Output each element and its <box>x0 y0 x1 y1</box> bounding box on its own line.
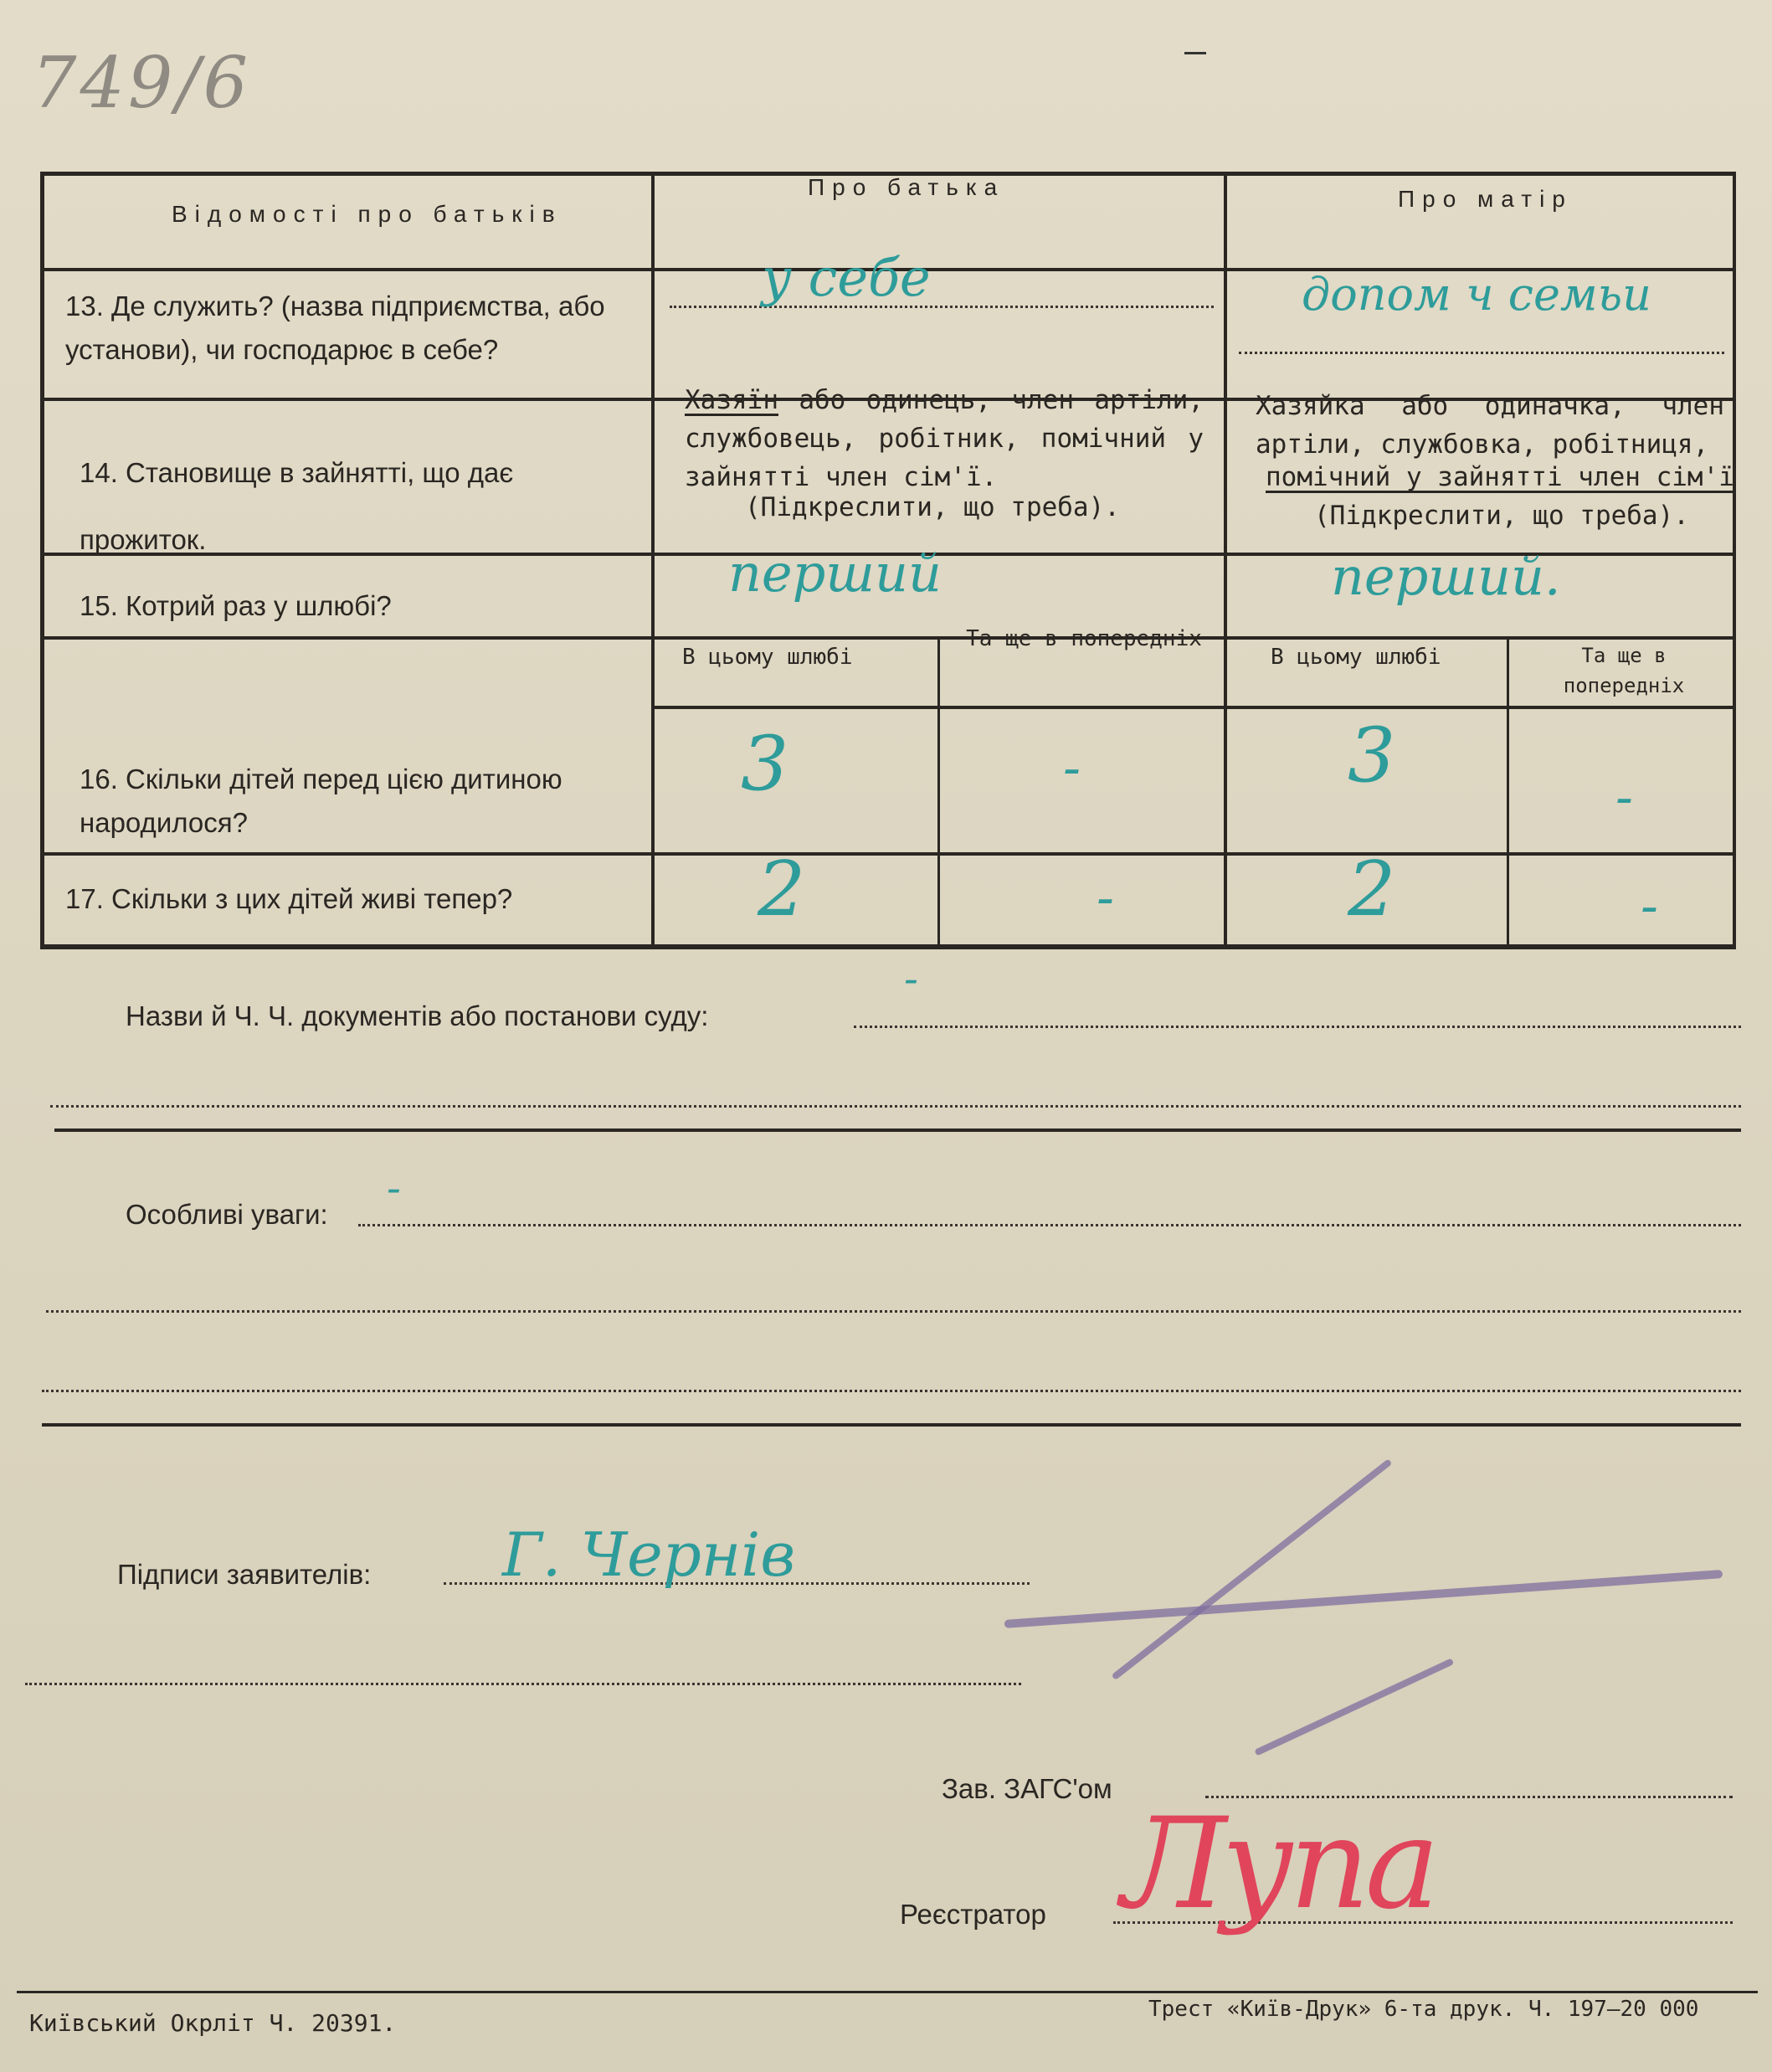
purple-stroke <box>1112 1458 1393 1680</box>
registrar-label: Реєстратор <box>900 1899 1046 1930</box>
answer-15-father: перший <box>728 542 942 604</box>
answer-17-father-prev: - <box>1097 866 1114 928</box>
applicants-label: Підписи заявителів: <box>117 1559 372 1590</box>
subheader-father-previous: Та ще в попередніх <box>966 626 1202 651</box>
subheader-mother-previous: Та ще в попередніх <box>1563 644 1685 697</box>
documents-value: - <box>904 954 918 1003</box>
answer-17-mother-this: 2 <box>1348 846 1396 933</box>
question-13: 13. Де служить? (назва підприємства, або установи), чи господарює в себе? <box>65 290 605 365</box>
footer-left: Київський Окрліт Ч. 20391. <box>29 2009 397 2037</box>
subheader-father-this-marriage: В цьому шлюбі <box>682 645 853 670</box>
answer-15-mother: перший. <box>1331 546 1561 607</box>
pen-mark <box>1184 52 1206 54</box>
answer-16-mother-prev: - <box>1615 766 1633 827</box>
answer-14-father-options: Хазяїн або одинець, член артіли, службовець, робітник, помічний у зайнятті член сім'ї. <box>685 385 1204 492</box>
header-about-mother: Про матір <box>1398 186 1573 212</box>
answer-14-mother-underlined: помічний у зайнятті член сім'ї <box>1266 462 1734 492</box>
remarks-value: - <box>387 1164 401 1212</box>
purple-stroke <box>1004 1570 1723 1628</box>
purple-stroke <box>1254 1658 1454 1756</box>
answer-14-mother-note: (Підкреслити, що треба). <box>1314 501 1689 531</box>
answer-16-father-prev: - <box>1063 737 1081 798</box>
footer-right: Трест «Київ-Друк» 6-та друк. Ч. 197—20 000 <box>1148 1997 1699 2022</box>
answer-13-father: у себе <box>762 247 931 308</box>
answer-16-father-this: 3 <box>741 720 789 808</box>
answer-17-father-this: 2 <box>758 846 806 933</box>
underlined-owner: Хазяїн <box>685 385 778 415</box>
subheader-mother-this-marriage: В цьому шлюбі <box>1271 645 1441 670</box>
applicants-signature: Г. Чернів <box>502 1519 796 1590</box>
remarks-label: Особливі уваги: <box>126 1199 328 1230</box>
question-15: 15. Котрий раз у шлюбі? <box>80 590 392 621</box>
header-parents-info: Відомості про батьків <box>172 201 562 227</box>
registrar-signature: Лупа <box>1122 1792 1436 1937</box>
answer-13-mother: допом ч семьи <box>1302 268 1651 321</box>
header-about-father: Про батька <box>808 174 1005 200</box>
zags-head-label: Зав. ЗАГС'ом <box>942 1773 1112 1804</box>
answer-16-mother-this: 3 <box>1348 712 1396 799</box>
answer-14-mother-options: Хазяйка або одиначка, член артіли, службовка, робітниця, <box>1256 391 1724 460</box>
archive-number: 749/6 <box>32 42 252 124</box>
question-16: 16. Скільки дітей перед цією дитиною народилося? <box>80 764 562 838</box>
question-14: 14. Становище в зайнятті, що дає прожиток. <box>80 457 514 555</box>
answer-14-father-note: (Підкреслити, що треба). <box>745 492 1120 522</box>
question-17: 17. Скільки з цих дітей живі тепер? <box>65 883 513 914</box>
documents-label: Назви й Ч. Ч. документів або постанови суду: <box>126 1000 709 1031</box>
answer-17-mother-prev: - <box>1641 875 1658 936</box>
